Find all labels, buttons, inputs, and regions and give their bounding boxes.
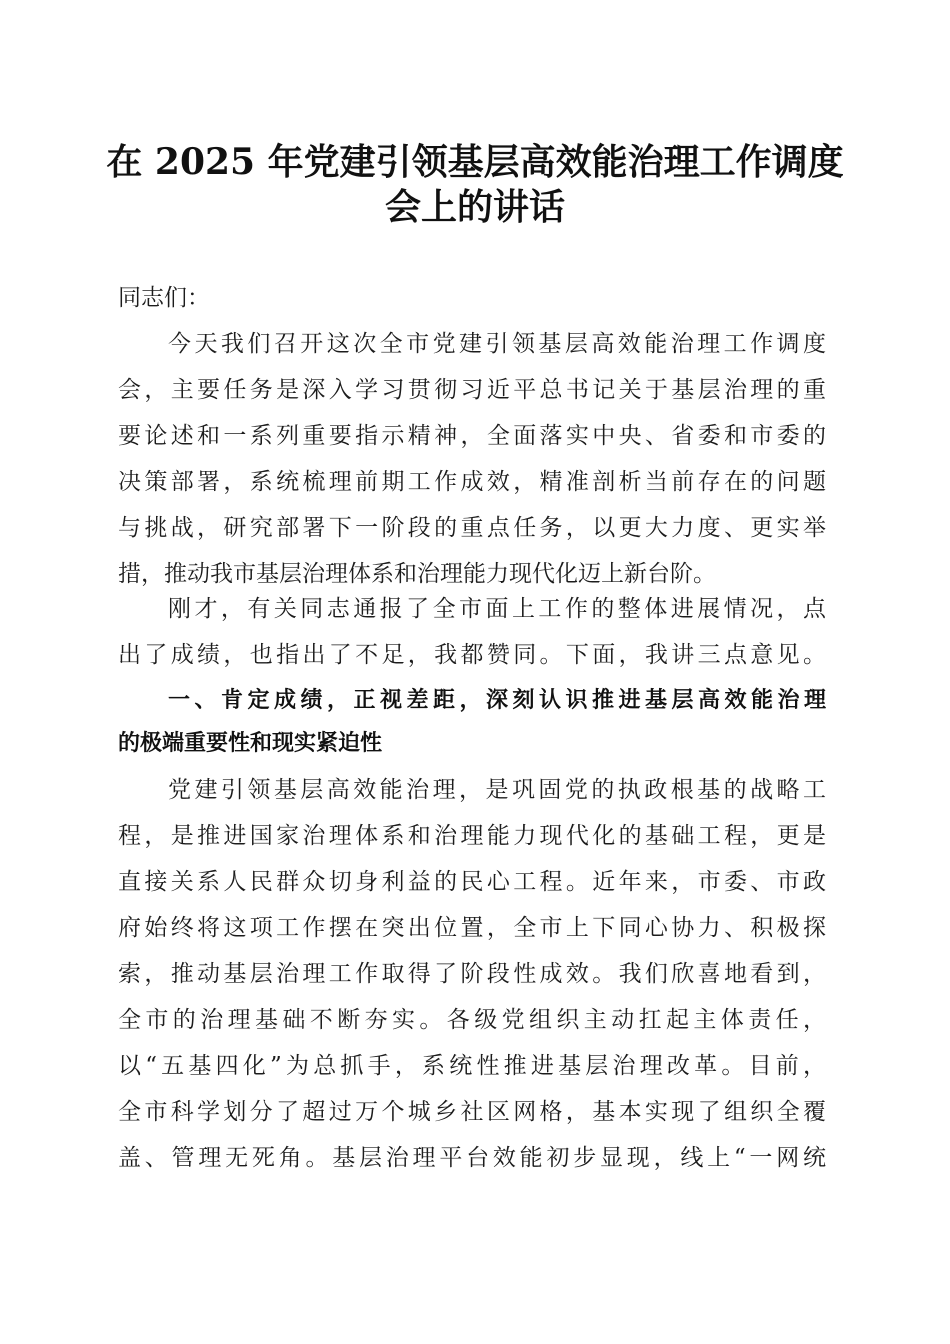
paragraph-line: 直接关系人民群众切身利益的民心工程。近年来，市委、市政: [118, 869, 826, 895]
document-title-line-2: 会上的讲话: [384, 186, 565, 228]
paragraph-line: 以“五基四化”为总抓手，系统性推进基层治理改革。目前，: [118, 1053, 826, 1079]
paragraph-line: 今天我们召开这次全市党建引领基层高效能治理工作调度: [168, 331, 826, 357]
paragraph-line: 盖、管理无死角。基层治理平台效能初步显现，线上“一网统: [118, 1145, 826, 1171]
document-title-line-1: 在 2025 年党建引领基层高效能治理工作调度: [106, 141, 844, 183]
paragraph-line: 程，是推进国家治理体系和治理能力现代化的基础工程，更是: [118, 823, 826, 849]
paragraph-line: 府始终将这项工作摆在突出位置，全市上下同心协力、积极探: [118, 915, 826, 941]
paragraph-line: 全市的治理基础不断夯实。各级党组织主动扛起主体责任，: [118, 1007, 826, 1033]
paragraph-line: 索，推动基层治理工作取得了阶段性成效。我们欣喜地看到，: [118, 961, 826, 987]
paragraph-line: 与挑战，研究部署下一阶段的重点任务，以更大力度、更实举: [118, 515, 826, 541]
paragraph-line: 全市科学划分了超过万个城乡社区网格，基本实现了组织全覆: [118, 1099, 826, 1125]
paragraph-line: 党建引领基层高效能治理，是巩固党的执政根基的战略工: [168, 777, 826, 803]
salutation: 同志们：: [118, 285, 210, 311]
paragraph-line: 刚才，有关同志通报了全市面上工作的整体进展情况，点: [168, 596, 826, 622]
section-heading-line: 的极端重要性和现实紧迫性: [118, 731, 383, 756]
paragraph-line: 决策部署，系统梳理前期工作成效，精准剖析当前存在的问题: [118, 469, 826, 495]
paragraph-line: 要论述和一系列重要指示精神，全面落实中央、省委和市委的: [118, 423, 826, 449]
paragraph-line: 措，推动我市基层治理体系和治理能力现代化迈上新台阶。: [118, 561, 716, 587]
paragraph-line: 出了成绩，也指出了不足，我都赞同。下面，我讲三点意见。: [118, 642, 826, 668]
section-heading-line: 一、肯定成绩，正视差距，深刻认识推进基层高效能治理: [168, 688, 826, 713]
paragraph-line: 会，主要任务是深入学习贯彻习近平总书记关于基层治理的重: [118, 377, 826, 403]
